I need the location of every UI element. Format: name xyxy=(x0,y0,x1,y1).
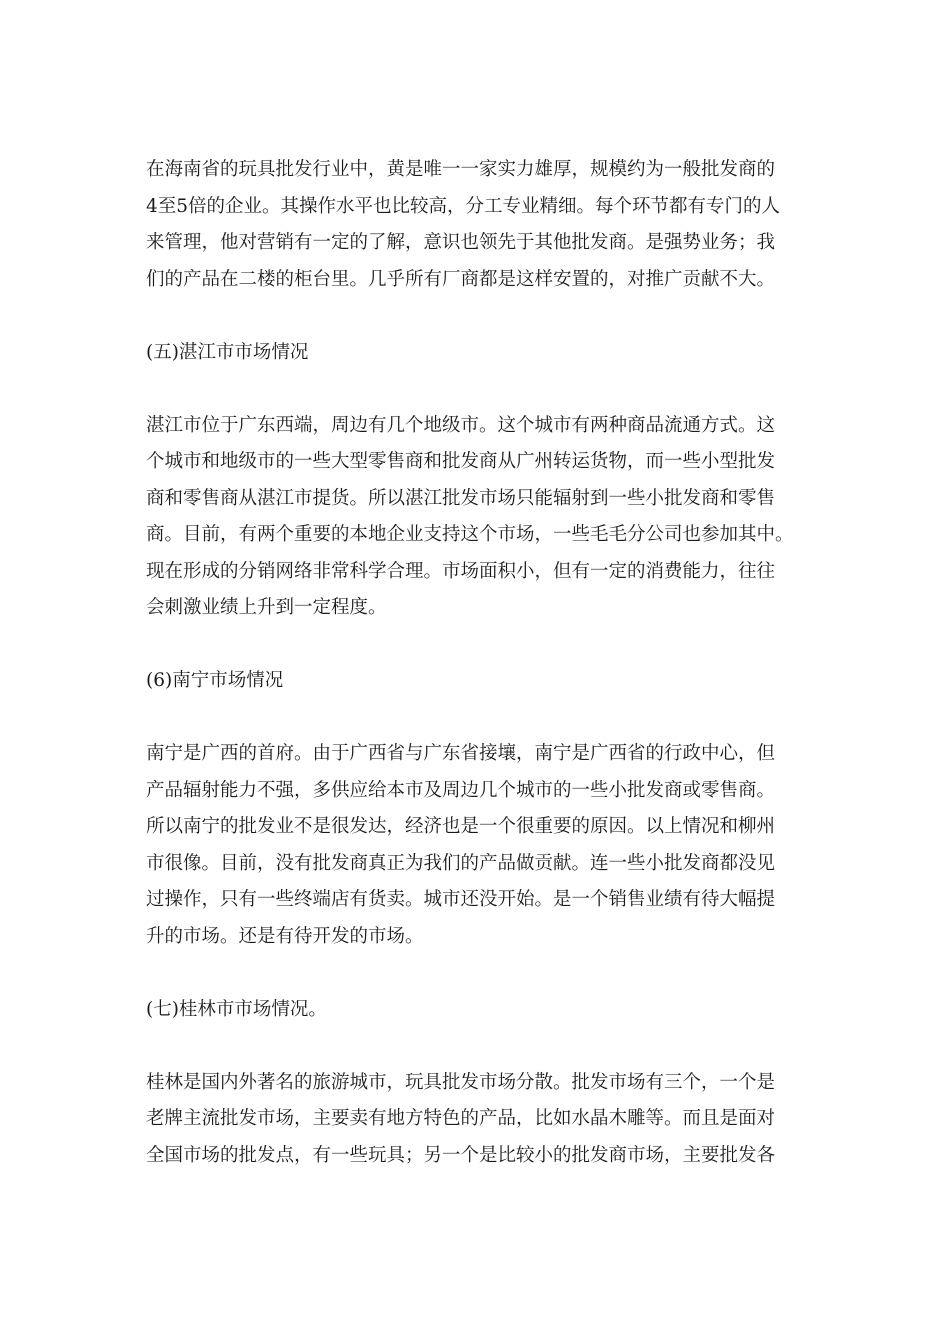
text-line: 商和零售商从湛江市提货。所以湛江批发市场只能辐射到一些小批发商和零售 xyxy=(146,487,776,509)
text-line: 南宁是广西的首府。由于广西省与广东省接壤，南宁是广西省的行政中心，但 xyxy=(146,743,776,764)
text-line: 全国市场的批发点，有一些玩具；另一个是比较小的批发商市场，主要批发各 xyxy=(146,1144,776,1166)
text-line: 市很像。目前，没有批发商真正为我们的产品做贡献。连一些小批发商都没见 xyxy=(146,852,776,874)
text-line: 所以南宁的批发业不是很发达，经济也是一个很重要的原因。以上情况和柳州 xyxy=(146,816,776,837)
text-line: 桂林是国内外著名的旅游城市，玩具批发市场分散。批发市场有三个，一个是 xyxy=(146,1071,776,1093)
section-heading-zhanjiang xyxy=(146,335,806,372)
paragraph-gap xyxy=(146,1028,806,1065)
paragraph-guilin xyxy=(146,1065,806,1175)
heading-text: (七)桂林市市场情况。 xyxy=(146,998,327,1020)
text-line: 老牌主流批发市场，主要卖有地方特色的产品，比如水晶木雕等。而且是面对 xyxy=(146,1108,776,1129)
text-line: 现在形成的分销网络非常科学合理。市场面积小，但有一定的消费能力，往往 xyxy=(146,560,776,582)
text-line: 个城市和地级市的一些大型零售商和批发商从广州转运货物，而一些小型批发 xyxy=(146,451,776,472)
paragraph-hainan xyxy=(146,152,806,298)
text-line: 来管理，他对营销有一定的了解，意识也领先于其他批发商。是强势业务；我 xyxy=(146,232,776,253)
text-line: 过操作，只有一些终端店有货卖。城市还没开始。是一个销售业绩有待大幅提 xyxy=(146,889,776,910)
text-line: 产品辐射能力不强，多供应给本市及周边几个城市的一些小批发商或零售商。 xyxy=(146,779,776,801)
text-line: 4至5倍的企业。其操作水平也比较高，分工专业精细。每个环节都有专门的人 xyxy=(146,195,781,217)
paragraph-gap xyxy=(146,955,806,992)
paragraph-nanning xyxy=(146,736,806,955)
section-heading-nanning xyxy=(146,663,806,700)
text-line: 升的市场。还是有待开发的市场。 xyxy=(146,925,424,947)
text-line: 湛江市位于广东西端，周边有几个地级市。这个城市有两种商品流通方式。这 xyxy=(146,414,776,436)
paragraph-zhanjiang xyxy=(146,408,806,627)
paragraph-gap xyxy=(146,298,806,335)
heading-text: (五)湛江市市场情况 xyxy=(146,341,309,363)
text-line: 会刺激业绩上升到一定程度。 xyxy=(146,597,387,618)
text-line: 们的产品在二楼的柜台里。几乎所有厂商都是这样安置的，对推广贡献不大。 xyxy=(146,268,776,290)
text-line: 在海南省的玩具批发行业中，黄是唯一一家实力雄厚，规模约为一般批发商的 xyxy=(146,159,776,180)
document-body xyxy=(146,152,806,1174)
text-line: 商。目前，有两个重要的本地企业支持这个市场，一些毛毛分公司也参加其中。 xyxy=(146,524,794,545)
paragraph-gap xyxy=(146,700,806,737)
heading-text: (6)南宁市场情况 xyxy=(146,670,284,691)
section-heading-guilin xyxy=(146,992,806,1029)
paragraph-gap xyxy=(146,627,806,664)
paragraph-gap xyxy=(146,371,806,408)
